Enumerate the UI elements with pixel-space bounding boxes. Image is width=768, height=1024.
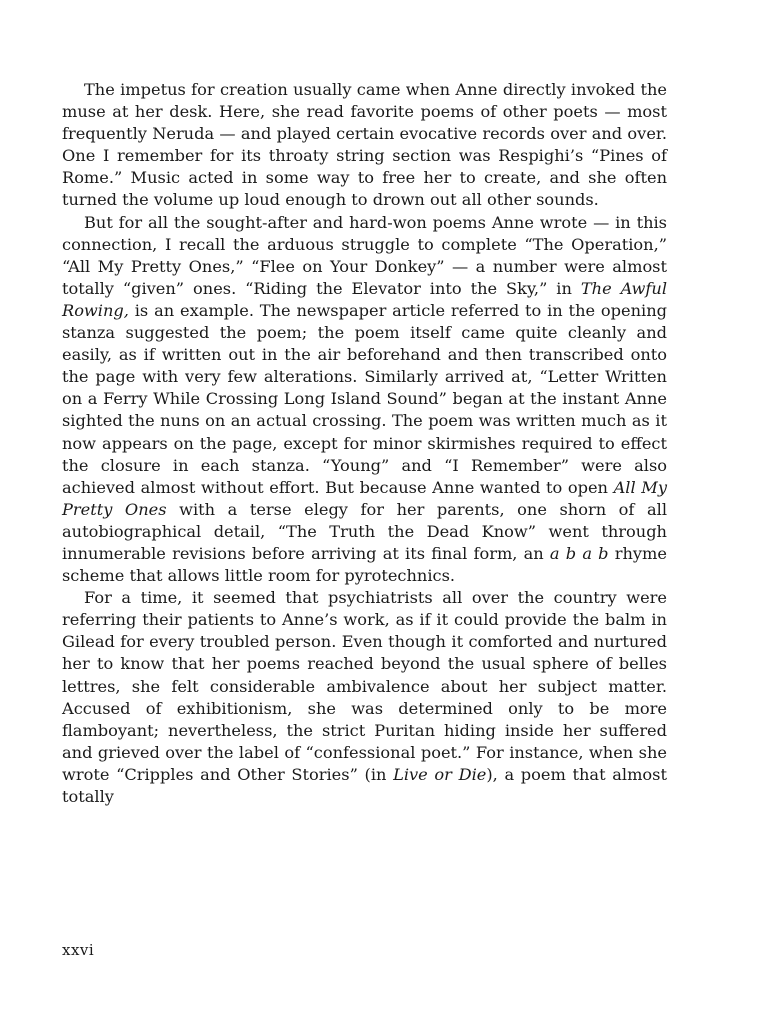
text-run: is an example. The newspaper article referred to in the opening stanza suggested the poem; the poem itself came quite cleanly and easily, as if written out in the air beforehand and then transcribed onto the page with very few alterations. Similarly arrived at, “Letter Written on a Ferry While Crossing Long Island Sound” began at the instant Anne sighted the nuns on an actual crossing. The poem was written much as it now appears on the page, except for minor skirmishes required to effect the closure in each stanza. “Young” and “I Remember” were also achieved almost without effort. But because Anne wanted to open: [62, 300, 667, 497]
text-run: The impetus for creation usually came when Anne directly invoked the muse at her desk. Here, she read favorite poems of other poets — most frequently Neruda — and played certain evocative records over and over. One I remember for its throaty string section was Respighi’s “Pines of Rome.” Music acted in some way to free her to create, and she often turned the volume up loud enough to drown out all other sounds.: [62, 80, 667, 210]
paragraph-3: [62, 587, 667, 808]
paragraph-2: [62, 212, 667, 588]
text-run: with a terse elegy for her parents, one shorn of all autobiographical detail, “The Truth the Dead Know” went through innumerable revisions before arriving at its final form, an: [62, 499, 667, 563]
body-text: [62, 79, 667, 808]
text-run: But for all the sought-after and hard-won poems Anne wrote — in this connection, I recall the arduous struggle to complete “The Operation,” “All My Pretty Ones,” “Flee on Your Donkey” — a number were almost totally “given” ones. “Riding the Elevator into the Sky,” in: [62, 212, 667, 298]
page-number: xxvi: [62, 941, 95, 959]
text-run: rhyme scheme that allows little room for pyrotechnics.: [62, 543, 667, 586]
paragraph-1: [62, 79, 667, 212]
italic-title: a b a b: [549, 543, 609, 563]
italic-title: All My Pretty Ones: [62, 477, 667, 519]
text-run: For a time, it seemed that psychiatrists all over the country were referring their patients to Anne’s work, as if it could provide the balm in Gilead for every troubled person. Even though it comforted and nurtured her to know that her poems reached beyond the usual sphere of belles lettres, she felt considerable ambivalence about her subject matter. Accused of exhibitionism, she was determined only to be more flamboyant; nevertheless, the strict Puritan hiding inside her suffered and grieved over the label of “confessional poet.” For instance, when she wrote “Cripples and Other Stories” (in: [62, 588, 667, 784]
italic-title: The Awful Rowing,: [62, 278, 667, 320]
text-run: ), a poem that almost totally: [62, 764, 667, 806]
italic-title: Live or Die: [393, 764, 487, 784]
